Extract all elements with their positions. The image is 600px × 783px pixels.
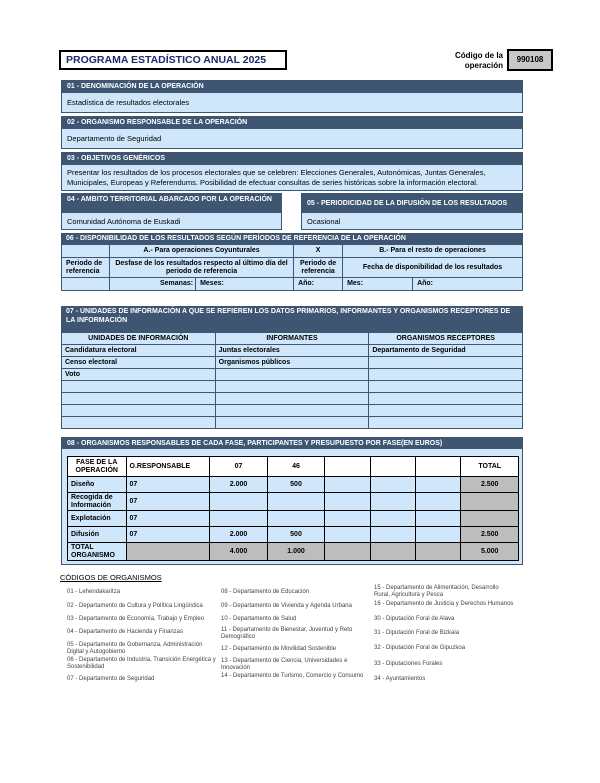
organism-code-item: 03 - Departamento de Economía, Trabajo y Empleo: [67, 616, 205, 622]
col-informantes: INFORMANTES: [215, 333, 369, 345]
empty-cell: [370, 477, 415, 493]
organism-code-item: 13 - Departamento de Ciencia, Universidades e Innovación: [221, 658, 348, 671]
informant-cell: Organismos públicos: [215, 357, 369, 369]
col-receptores: ORGANISMOS RECEPTORES: [369, 333, 523, 345]
anio2-label: Año:: [413, 278, 523, 291]
receiver-cell: [369, 357, 523, 369]
empty-header: [370, 457, 415, 477]
period-ref-label: Periodo de referencia: [62, 258, 110, 278]
section-07: [61, 306, 523, 429]
table-row: [62, 405, 523, 417]
section-03: [61, 152, 523, 191]
unit-cell: Voto: [62, 369, 216, 381]
value-cell: 2.000: [210, 477, 268, 493]
organism-code-item: 34 - Ayuntamientos: [374, 676, 426, 682]
fase-cell: Explotación: [68, 511, 127, 527]
unit-cell: [62, 393, 216, 405]
anio-label: Año:: [294, 278, 343, 291]
empty-cell: [370, 493, 415, 511]
organism-code-item: 31 - Diputación Foral de Bizkaia: [374, 630, 460, 636]
organism-code-item: 07 - Departamento de Seguridad: [67, 676, 155, 682]
empty-cell: [325, 511, 370, 527]
empty-cell: [325, 477, 370, 493]
total-cell: 2.500: [461, 527, 519, 543]
resp-cell: 07: [126, 527, 210, 543]
empty-header: [325, 457, 370, 477]
col-46-header: 46: [267, 457, 325, 477]
informant-cell: [215, 405, 369, 417]
operation-code-value: 990108: [507, 49, 553, 71]
fase-cell: Recogida de Información: [68, 493, 127, 511]
col-unidades: UNIDADES DE INFORMACIÓN: [62, 333, 216, 345]
total-07: 4.000: [210, 543, 268, 561]
section-02-title: 02 - ORGANISMO RESPONSABLE DE LA OPERACIÓN: [62, 117, 522, 128]
section-05: [301, 193, 523, 230]
value-cell: [267, 493, 325, 511]
table-row: [62, 345, 523, 357]
code-label-line1: Código de la: [455, 51, 503, 60]
section-04-value: Comunidad Autónoma de Euskadi: [62, 212, 281, 229]
operation-code-label: [448, 51, 503, 71]
section-05-value: Ocasional: [302, 212, 522, 229]
total-cell: 2.500: [461, 477, 519, 493]
unit-cell: [62, 405, 216, 417]
desfase-label: Desfase de los resultados respecto al último día del periodo de referencia: [110, 258, 294, 278]
organism-code-item: 10 - Departamento de Salud: [221, 616, 297, 622]
organism-code-item: 12 - Departamento de Movilidad Sostenible: [221, 646, 337, 652]
table-row: [62, 357, 523, 369]
receiver-cell: [369, 381, 523, 393]
receiver-cell: [369, 405, 523, 417]
empty-cell: [416, 511, 461, 527]
total-cell: [461, 511, 519, 527]
page-title: PROGRAMA ESTADÍSTICO ANUAL 2025: [59, 50, 287, 70]
section-07-title: 07 - UNIDADES DE INFORMACIÓN A QUE SE REFIEREN LOS DATOS PRIMARIOS, INFORMANTES Y ORGANISMOS RECEPTORES DE LA INFORMACIÓN: [61, 306, 523, 332]
section-01-title: 01 - DENOMINACIÓN DE LA OPERACIÓN: [62, 81, 522, 92]
total-header: TOTAL: [461, 457, 519, 477]
organism-code-item: 04 - Departamento de Hacienda y Finanzas: [67, 629, 184, 635]
value-cell: [210, 511, 268, 527]
informant-cell: Juntas electorales: [215, 345, 369, 357]
section-02: [61, 116, 523, 149]
receiver-cell: [369, 417, 523, 429]
fecha-label: Fecha de disponibilidad de los resultados: [343, 258, 523, 278]
organism-code-item: 08 - Departamento de Educación: [221, 589, 310, 595]
organism-code-item: 16 - Departamento de Justicia y Derechos Humanos: [374, 601, 514, 607]
table-row-total: [68, 543, 519, 561]
section-03-title: 03 - OBJETIVOS GENÉRICOS: [62, 153, 522, 164]
organism-code-item: 14 - Departamento de Turismo, Comercio y Consumo: [221, 673, 364, 679]
section-05-title: 05 - PERIODICIDAD DE LA DIFUSIÓN DE LOS RESULTADOS: [302, 194, 522, 212]
resp-cell: 07: [126, 477, 210, 493]
table-row: [62, 393, 523, 405]
informant-cell: [215, 417, 369, 429]
receiver-cell: Departamento de Seguridad: [369, 345, 523, 357]
empty-cell: [325, 527, 370, 543]
unit-cell: [62, 381, 216, 393]
section-08: [61, 437, 523, 565]
resp-header: O.RESPONSABLE: [126, 457, 210, 477]
resto-label: B.- Para el resto de operaciones: [343, 245, 523, 258]
table-row: [68, 493, 519, 511]
empty-cell: [325, 543, 370, 561]
value-cell: [210, 493, 268, 511]
section-06-title: 06 - DISPONIBILIDAD DE LOS RESULTADOS SEGÚN PERÍODOS DE REFERENCIA DE LA OPERACIÓN: [61, 233, 523, 244]
coyuntural-mark: X: [294, 245, 343, 258]
section-01-value: Estadística de resultados electorales: [62, 92, 522, 112]
organism-code-item: 11 - Departamento de Bienestar, Juventud y Reto Demográfico: [221, 627, 353, 640]
total-cell: [461, 493, 519, 511]
table-row: [62, 381, 523, 393]
informant-cell: [215, 393, 369, 405]
coyuntural-label: A.- Para operaciones Coyunturales: [110, 245, 294, 258]
section-04: [61, 193, 282, 230]
total-46: 1.000: [267, 543, 325, 561]
table-row: [68, 477, 519, 493]
value-cell: 500: [267, 527, 325, 543]
resp-cell: 07: [126, 493, 210, 511]
empty-cell: [370, 543, 415, 561]
organism-code-item: 33 - Diputaciones Forales: [374, 661, 443, 667]
total-label: TOTAL ORGANISMO: [68, 543, 127, 561]
unit-cell: Candidatura electoral: [62, 345, 216, 357]
organism-code-item: 15 - Departamento de Alimentación, Desarrollo Rural, Agricultura y Pesca: [374, 585, 499, 598]
section-04-title: 04 - AMBITO TERRITORIAL ABARCADO POR LA OPERACIÓN: [62, 194, 281, 212]
receiver-cell: [369, 369, 523, 381]
meses-label: Meses:: [196, 278, 294, 291]
table-row: [68, 527, 519, 543]
codes-title: CÓDIGOS DE ORGANISMOS: [60, 573, 162, 582]
resp-cell: 07: [126, 511, 210, 527]
period-ref2-label: Periodo de referencia: [294, 258, 343, 278]
unit-cell: [62, 417, 216, 429]
section-08-title: 08 - ORGANISMOS RESPONSABLES DE CADA FASE, PARTICIPANTES Y PRESUPUESTO POR FASE(EN EUROS): [62, 438, 522, 449]
empty-cell: [416, 493, 461, 511]
mes-label: Mes:: [343, 278, 413, 291]
empty-cell: [325, 493, 370, 511]
fase-cell: Difusión: [68, 527, 127, 543]
empty-header: [416, 457, 461, 477]
value-cell: [267, 511, 325, 527]
empty-cell: [370, 527, 415, 543]
organism-code-item: 09 - Departamento de Vivienda y Agenda Urbana: [221, 603, 352, 609]
organism-code-item: 02 - Departamento de Cultura y Política Lingüística: [67, 603, 203, 609]
empty-cell: [126, 543, 210, 561]
organism-code-item: 32 - Diputación Foral de Gipuzkoa: [374, 645, 466, 651]
empty-cell: [416, 527, 461, 543]
section-02-value: Departamento de Seguridad: [62, 128, 522, 148]
unit-cell: Censo electoral: [62, 357, 216, 369]
empty-cell: [370, 511, 415, 527]
section-06: [61, 233, 523, 291]
table-row: [62, 369, 523, 381]
organism-code-item: 30 - Diputación Foral de Alava: [374, 616, 455, 622]
value-cell: 500: [267, 477, 325, 493]
receiver-cell: [369, 393, 523, 405]
section-03-value: Presentar los resultados de los procesos electorales que se celebren: Elecciones Generales, Autonómicas, Juntas Generales, Municipales, Europeas y Referendums. Posibilidad de efectuar consultas de series históricas sobre la información electoral.: [62, 164, 522, 190]
grand-total: 5.000: [461, 543, 519, 561]
organism-code-item: 01 - Lehendakaritza: [67, 589, 121, 595]
section-01: [61, 80, 523, 113]
value-cell: 2.000: [210, 527, 268, 543]
informant-cell: [215, 381, 369, 393]
fase-header: FASE DE LA OPERACIÓN: [68, 457, 127, 477]
fase-cell: Diseño: [68, 477, 127, 493]
table-row: [68, 511, 519, 527]
organism-code-item: 05 - Departamento de Gobernanza, Administración Digital y Autogobierno: [67, 642, 203, 655]
organism-code-item: 06 - Departamento de Industria, Transición Energética y Sostenibilidad: [67, 657, 216, 670]
code-label-line2: operación: [464, 61, 503, 70]
empty-cell: [416, 543, 461, 561]
empty-cell: [416, 477, 461, 493]
table-row: [62, 417, 523, 429]
semanas-label: Semanas:: [110, 278, 196, 291]
col-07-header: 07: [210, 457, 268, 477]
informant-cell: [215, 369, 369, 381]
